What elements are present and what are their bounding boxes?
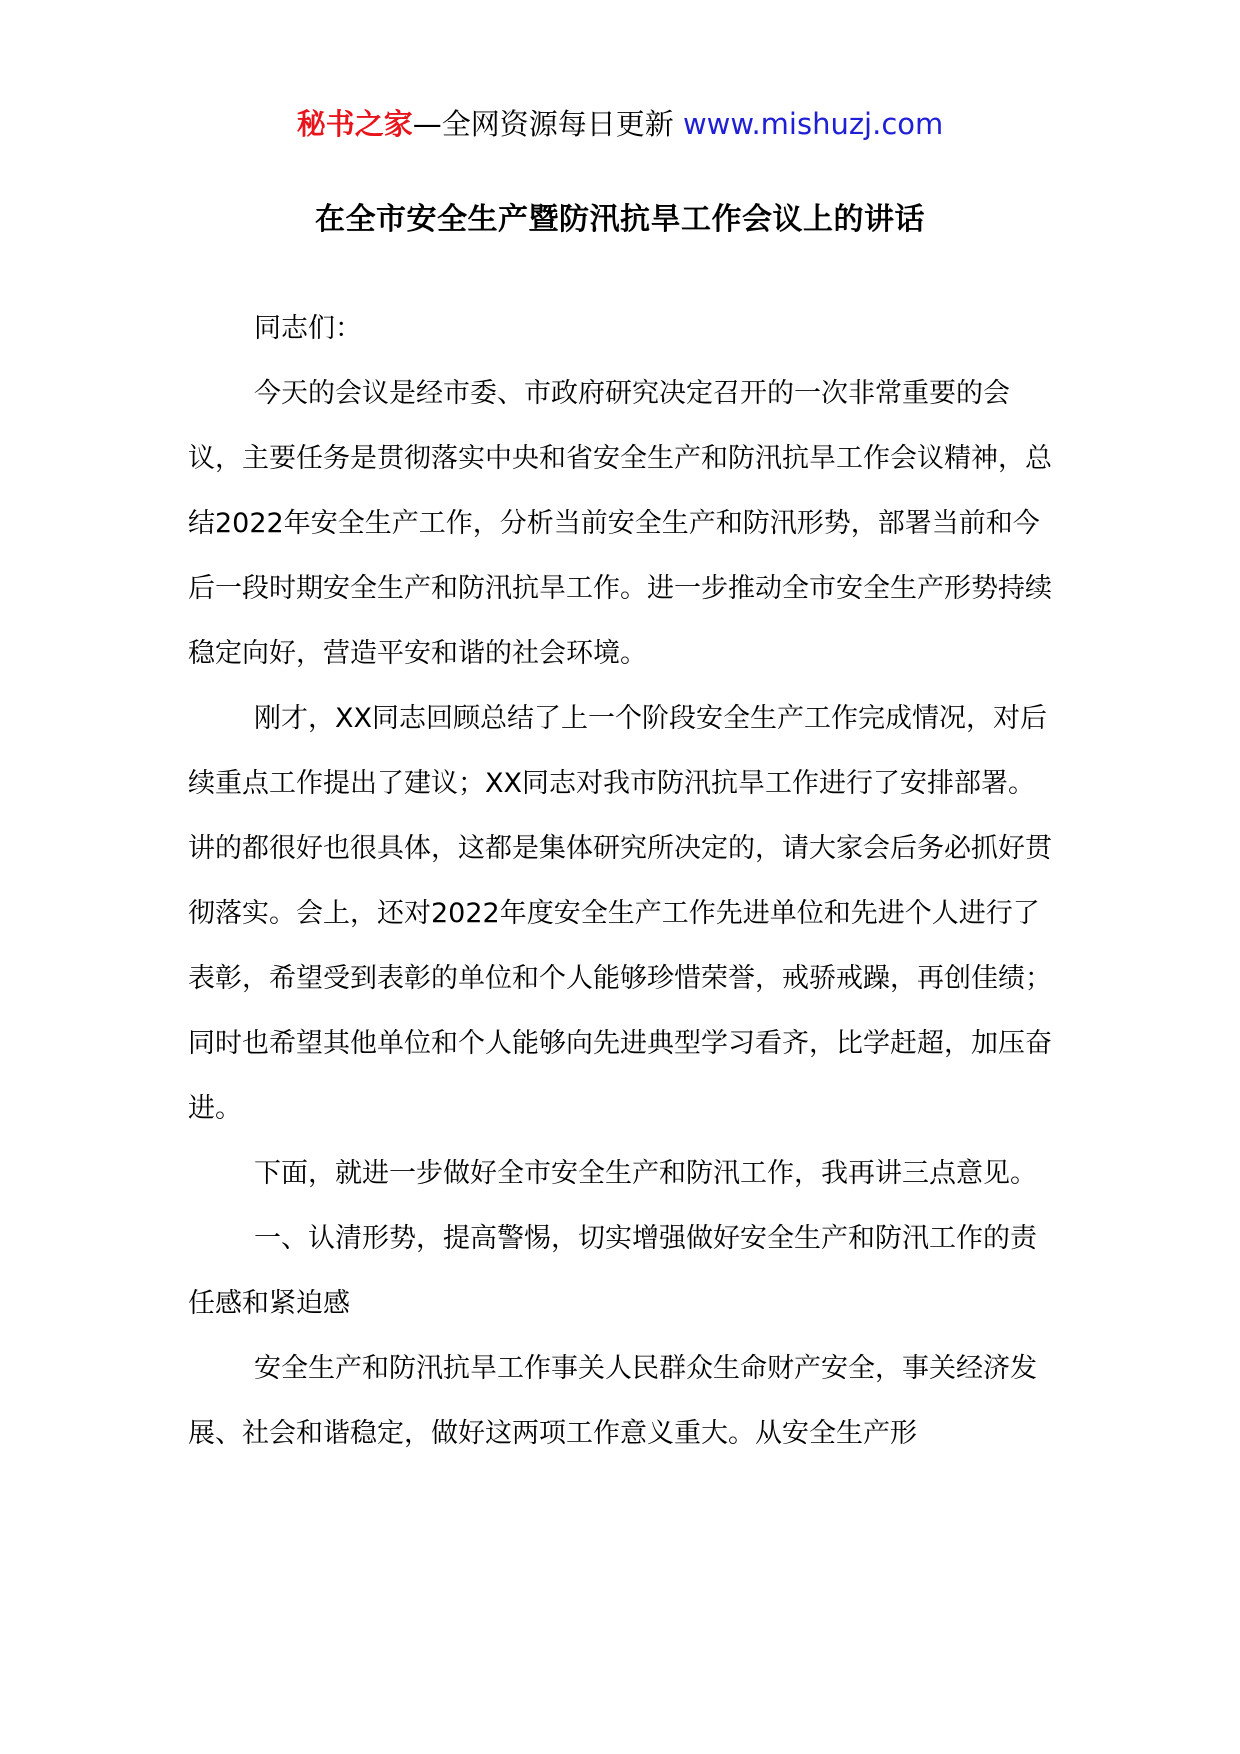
- paragraph: 今天的会议是经市委、市政府研究决定召开的一次非常重要的会议，主要任务是贯彻落实中央和省安全生产和防汛抗旱工作会议精神，总结2022年安全生产工作，分析当前安全生产和防汛形势，部署当前和今后一段时期安全生产和防汛抗旱工作。进一步推动全市安全生产形势持续稳定向好，营造平安和谐的社会环境。: [188, 378, 1052, 669]
- paragraph: 安全生产和防汛抗旱工作事关人民群众生命财产安全，事关经济发展、社会和谐稳定，做好这两项工作意义重大。从安全生产形: [188, 1353, 1037, 1449]
- paragraph: 刚才，XX同志回顾总结了上一个阶段安全生产工作完成情况，对后续重点工作提出了建议；XX同志对我市防汛抗旱工作进行了安排部署。讲的都很好也很具体，这都是集体研究所决定的，请大家会后务必抓好贯彻落实。会上，还对2022年度安全生产工作先进单位和先进个人进行了表彰，希望受到表彰的单位和个人能够珍惜荣誉，戒骄戒躁，再创佳绩；同时也希望其他单位和个人能够向先进典型学习看齐，比学赶超，加压奋进。: [188, 703, 1052, 1124]
- site-header: [0, 102, 1240, 146]
- document-title: 在全市安全生产暨防汛抗旱工作会议上的讲话: [315, 202, 925, 237]
- section-heading: 一、认清形势，提高警惕，切实增强做好安全生产和防汛工作的责任感和紧迫感: [188, 1223, 1037, 1319]
- site-brand: 秘书之家: [296, 107, 413, 141]
- document-body: [188, 296, 1058, 1466]
- site-url-link[interactable]: www.mishuzj.com: [682, 107, 944, 141]
- salutation: 同志们：: [254, 313, 362, 344]
- site-tagline: —全网资源每日更新: [412, 107, 683, 141]
- paragraph: 下面，就进一步做好全市安全生产和防汛工作，我再讲三点意见。: [254, 1158, 1037, 1189]
